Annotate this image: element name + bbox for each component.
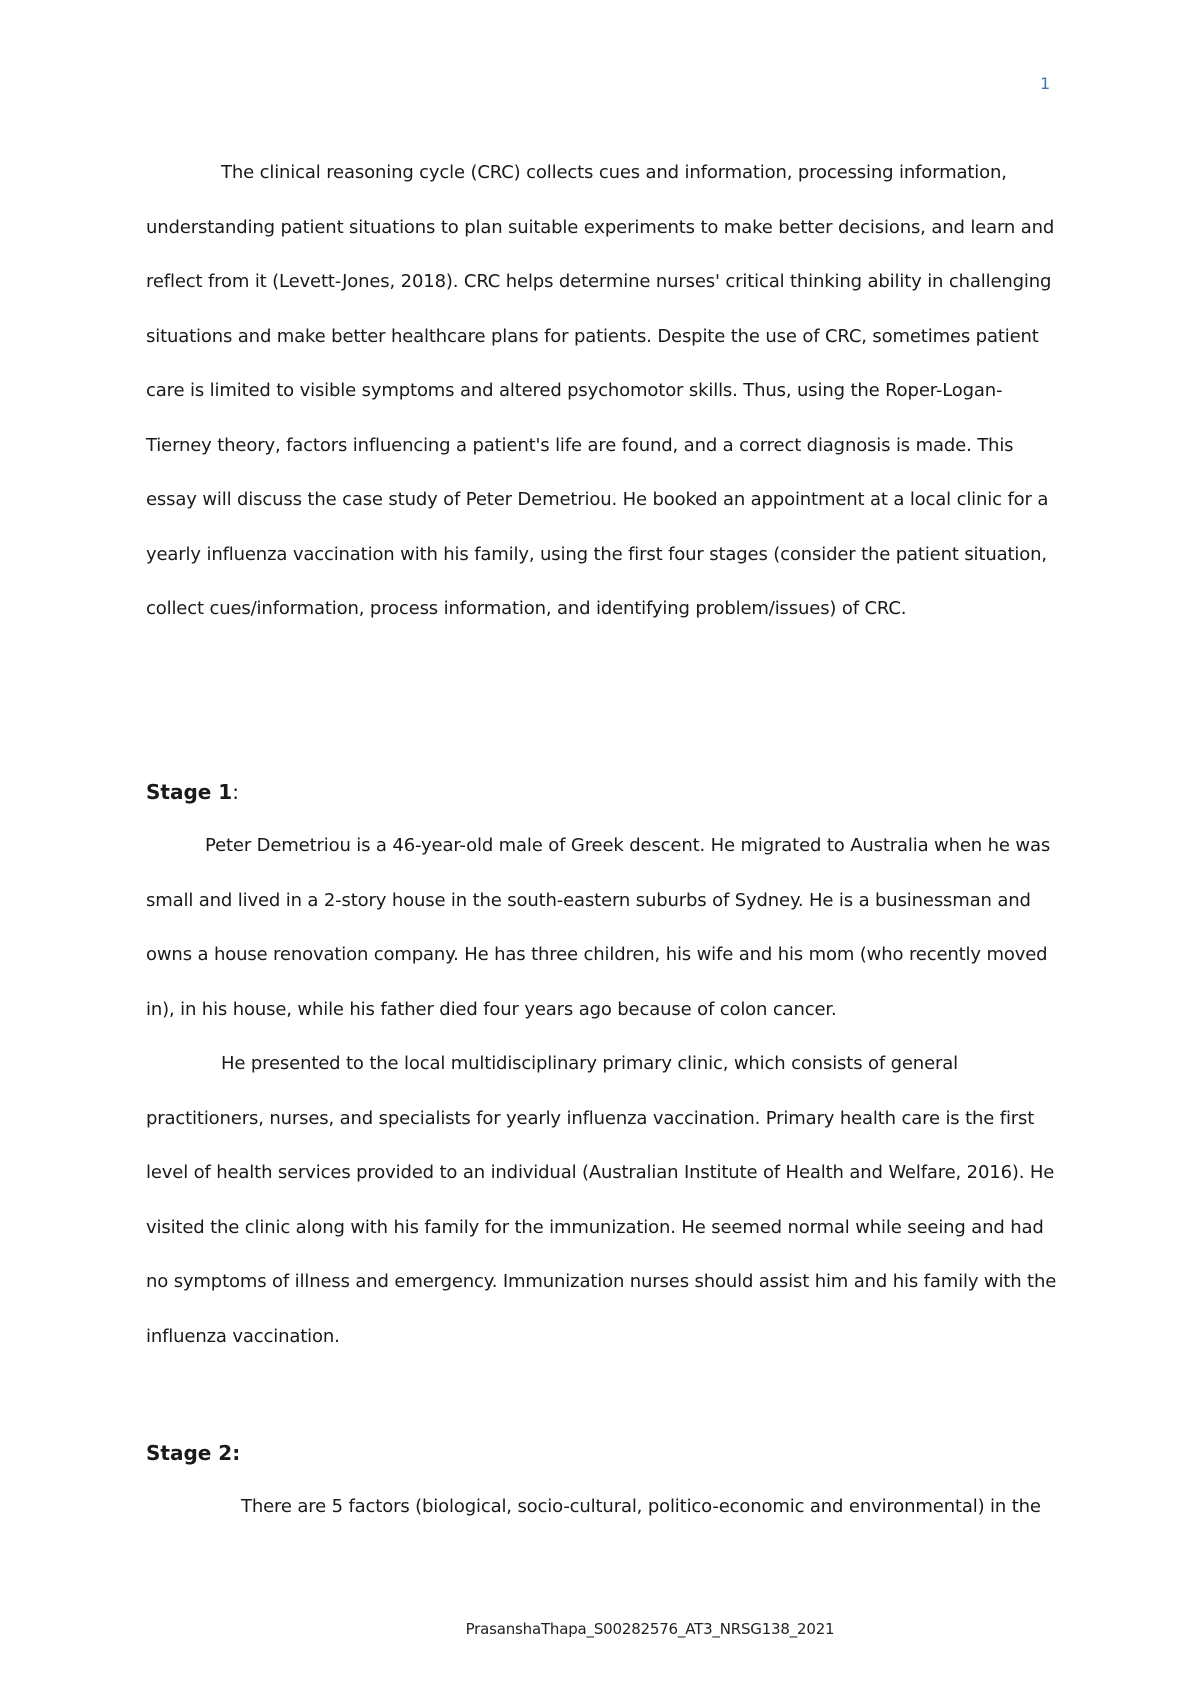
stage1-heading-text: Stage 1 (146, 780, 233, 804)
stage1-heading-colon: : (232, 780, 239, 804)
stage1-heading (146, 780, 239, 804)
page-footer (0, 1620, 1200, 1638)
stage1-section (146, 819, 1066, 1364)
footer-text: PrasanshaThapa_S00282576_AT3_NRSG138_2021 (465, 1620, 835, 1638)
stage2-heading: Stage 2: (146, 1441, 241, 1465)
page-number: 1 (1040, 74, 1051, 93)
intro-paragraph: The clinical reasoning cycle (CRC) collects cues and information, processing information, understanding patient situations to plan suitable experiments to make better decisions, and learn and reflect from it (Levett-Jones, 2018). CRC helps determine nurses' critical thinking ability in challenging situations and make better healthcare plans for patients. Despite the use of CRC, sometimes patient care is limited to visible symptoms and altered psychomotor skills. Thus, using the Roper-Logan-Tierney theory, factors influencing a patient's life are found, and a correct diagnosis is made. This essay will discuss the case study of Peter Demetriou. He booked an appointment at a local clinic for a yearly influenza vaccination with his family, using the first four stages (consider the patient situation, collect cues/information, process information, and identifying problem/issues) of CRC. (146, 162, 1055, 619)
stage1-paragraph-1: Peter Demetriou is a 46-year-old male of Greek descent. He migrated to Australia when he was small and lived in a 2-story house in the south-eastern suburbs of Sydney. He is a businessman and owns a house renovation company. He has three children, his wife and his mom (who recently moved in), in his house, while his father died four years ago because of colon cancer. (146, 835, 1051, 1020)
stage1-paragraph-2: He presented to the local multidisciplinary primary clinic, which consists of general practitioners, nurses, and specialists for yearly influenza vaccination. Primary health care is the first level of health services provided to an individual (Australian Institute of Health and Welfare, 2016). He visited the clinic along with his family for the immunization. He seemed normal while seeing and had no symptoms of illness and emergency. Immunization nurses should assist him and his family with the influenza vaccination. (146, 1053, 1057, 1347)
stage2-paragraph-1: There are 5 factors (biological, socio-cultural, politico-economic and environmental) in the (241, 1496, 1041, 1517)
intro-section (146, 146, 1066, 637)
stage2-section (146, 1480, 1066, 1535)
